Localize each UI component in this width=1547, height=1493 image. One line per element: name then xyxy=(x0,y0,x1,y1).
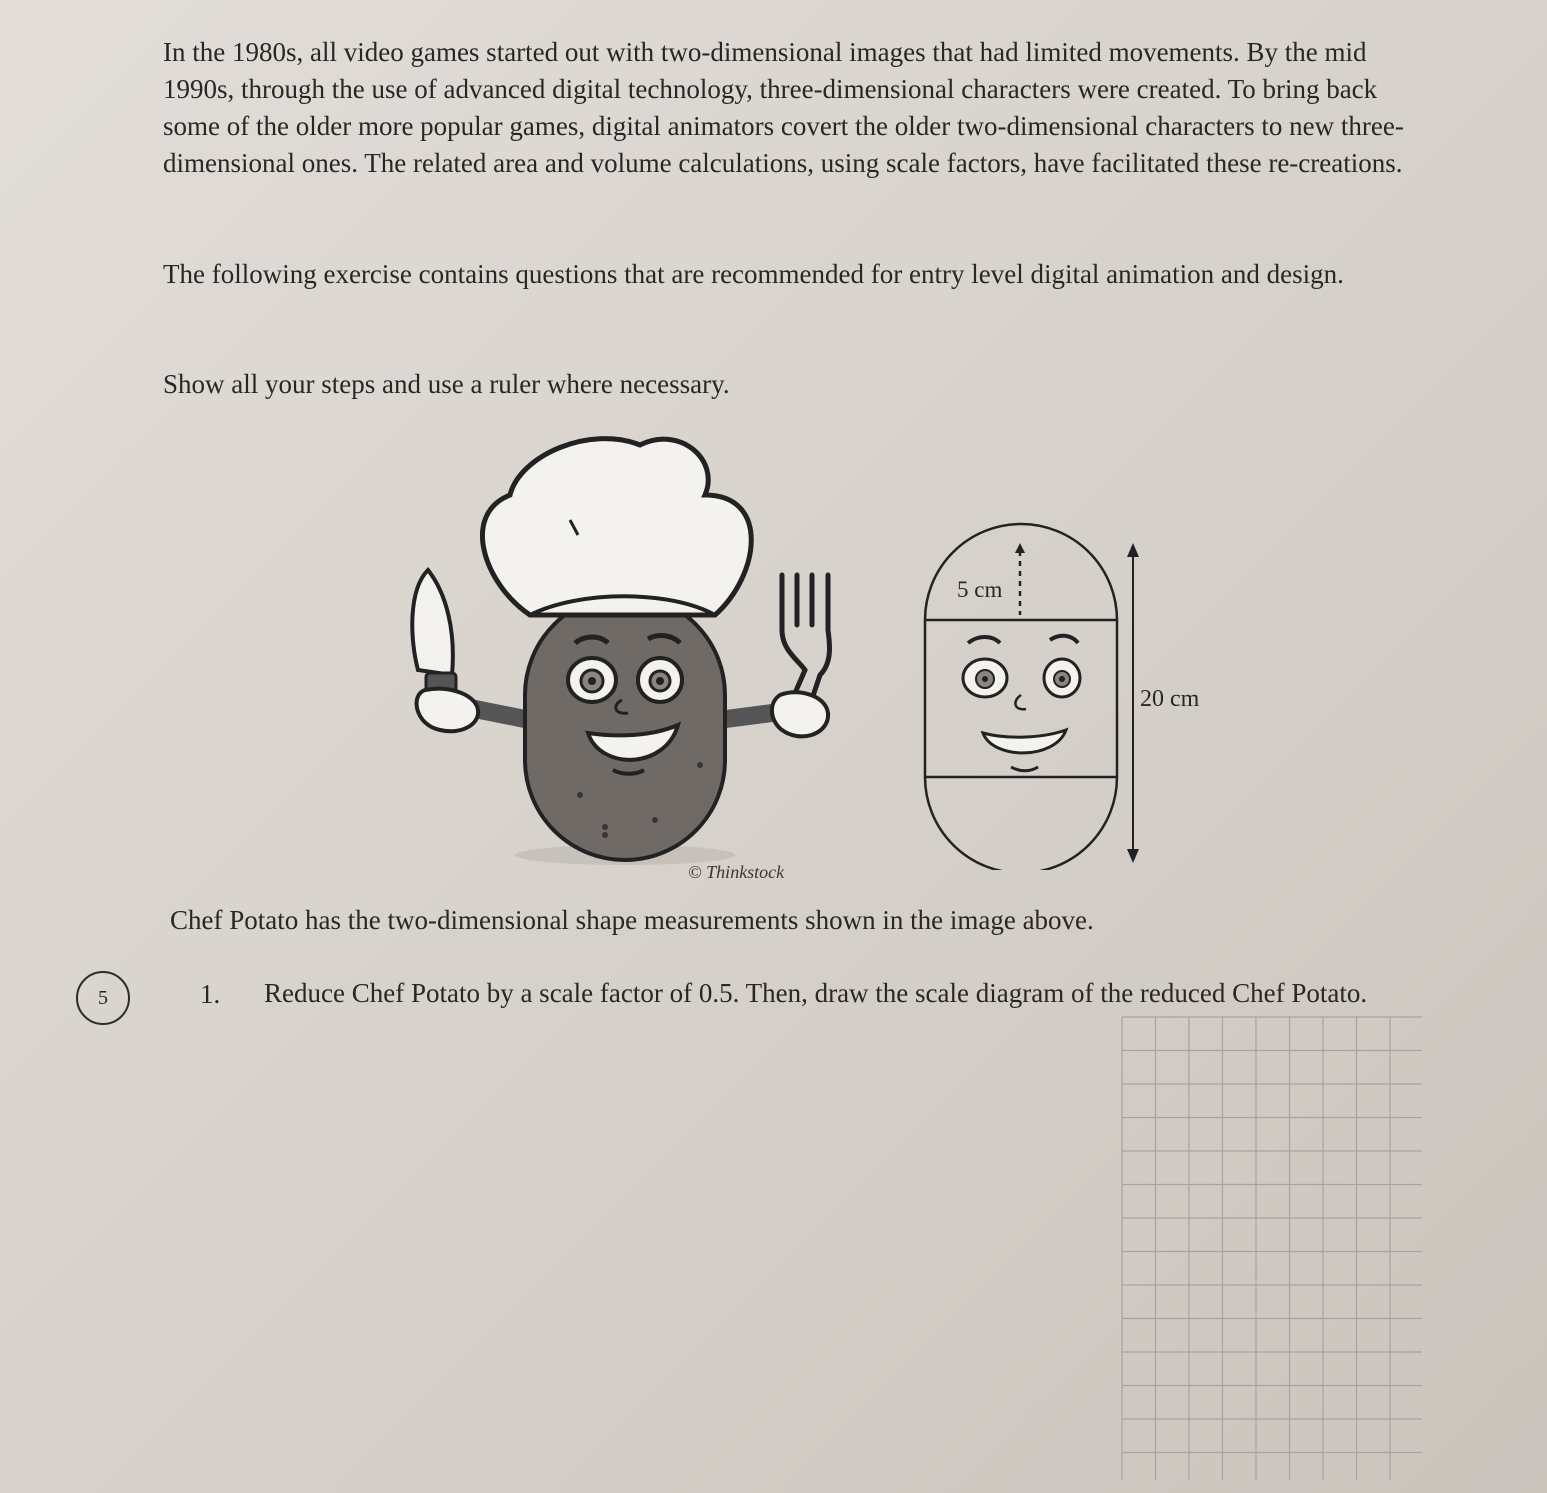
chef-potato-figure xyxy=(400,425,1240,870)
dimension-label-top: 5 cm xyxy=(957,577,1003,602)
question-marks-circle xyxy=(76,971,130,1025)
question-marks-value: 5 xyxy=(98,986,108,1009)
chef-potato-cartoon xyxy=(412,439,829,865)
instructions-paragraph: Show all your steps and use a ruler where necessary. xyxy=(163,369,730,399)
question-text: Reduce Chef Potato by a scale factor of 0.5. Then, draw the scale diagram of the reduced Chef Potato. xyxy=(264,978,1368,1008)
intro-paragraph-2: The following exercise contains questions that are recommended for entry level digital animation and design. xyxy=(163,259,1344,289)
image-credit: © Thinkstock xyxy=(688,862,785,882)
fork-icon xyxy=(782,575,830,705)
knife-icon xyxy=(412,570,456,703)
potato-shape-diagram xyxy=(925,524,1200,870)
intro-paragraph-1: In the 1980s, all video games started out with two-dimensional images that had limited movements. By the mid 1990s, through the use of advanced digital technology, three-dimensional characters were created. To bring back some of the older more popular games, digital animators covert the older two-dimensional characters to new three-dimensional ones. The related area and volume calculations, using scale factors, have facilitated these re-creations. xyxy=(163,37,1404,178)
dimension-label-height: 20 cm xyxy=(1140,686,1200,712)
chef-hat-icon xyxy=(482,439,751,615)
figure-caption: Chef Potato has the two-dimensional shape measurements shown in the image above. xyxy=(170,905,1094,935)
grid-paper xyxy=(1120,1015,1430,1485)
question-number: 1. xyxy=(200,979,221,1009)
